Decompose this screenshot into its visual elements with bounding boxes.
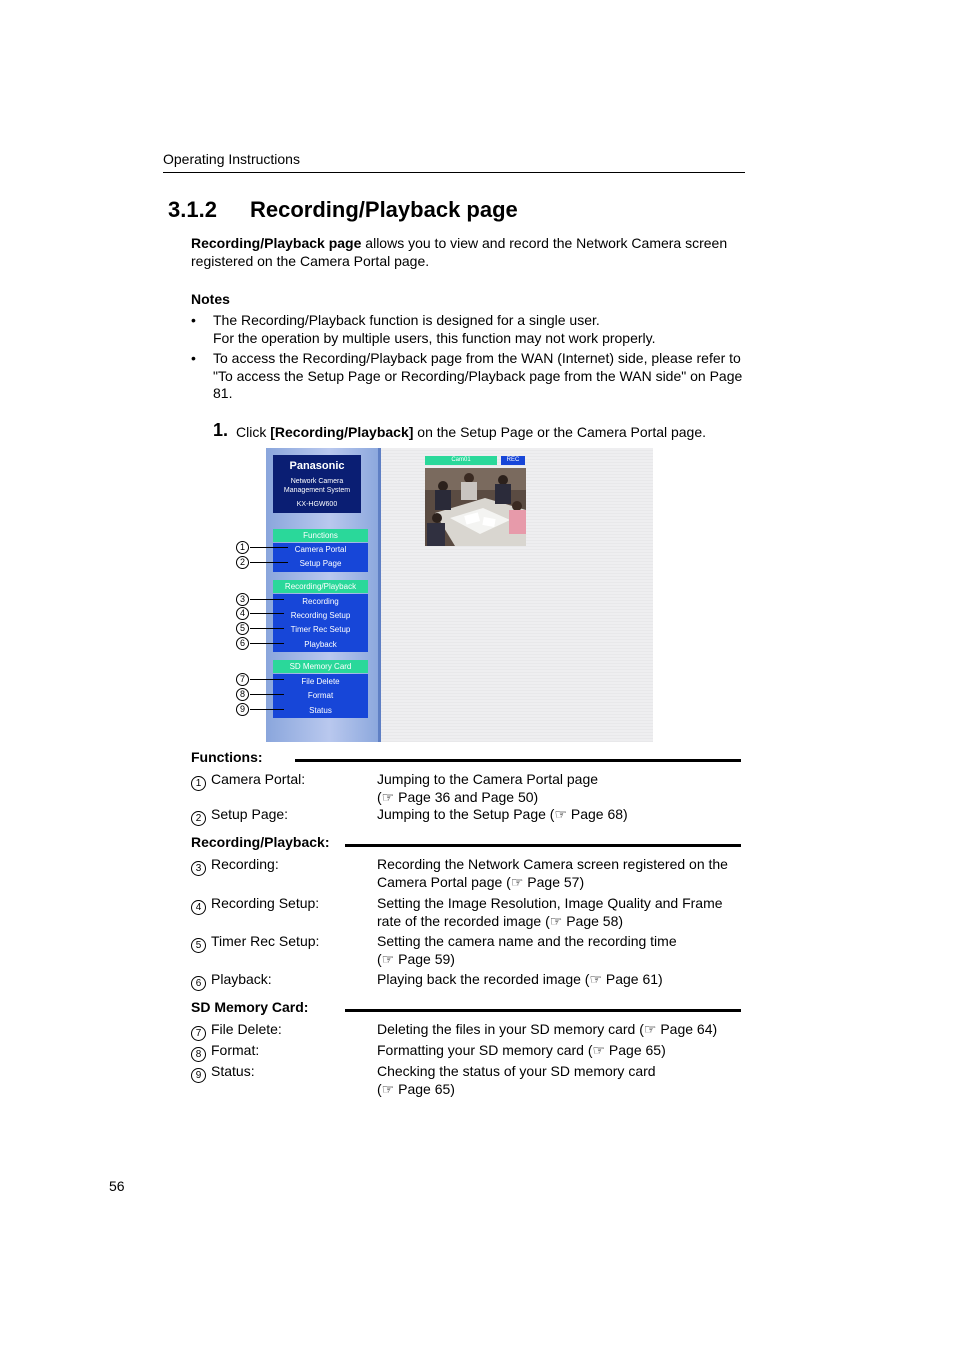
number-badge: 4 xyxy=(191,900,206,915)
nav-section-recording-playback: Recording/Playback xyxy=(273,580,368,593)
ui-screenshot xyxy=(266,448,653,742)
function-label xyxy=(191,856,279,876)
nav-sidebar xyxy=(266,448,381,742)
callout-line xyxy=(250,679,284,680)
function-label xyxy=(191,1042,259,1062)
callout-1: 1 xyxy=(236,541,249,554)
function-desc: Deleting the files in your SD memory card (☞ Page 64) xyxy=(377,1021,718,1037)
section-rule xyxy=(345,1009,741,1012)
step-bold: [Recording/Playback] xyxy=(270,424,414,440)
nav-item-format[interactable]: Format xyxy=(307,691,334,700)
step-number: 1. xyxy=(213,420,229,440)
label-text: File Delete: xyxy=(211,1021,282,1037)
callout-line xyxy=(250,643,284,644)
function-label xyxy=(191,933,319,953)
nav-item-file-delete[interactable]: File Delete xyxy=(301,677,340,686)
number-badge: 1 xyxy=(191,776,206,791)
callout-line xyxy=(250,694,284,695)
nav-item-recording-setup[interactable]: Recording Setup xyxy=(290,611,351,620)
function-label xyxy=(191,1021,282,1041)
number-badge: 9 xyxy=(191,1068,206,1083)
function-desc: Jumping to the Setup Page (☞ Page 68) xyxy=(377,806,628,822)
number-badge: 6 xyxy=(191,976,206,991)
function-desc: Recording the Network Camera screen registered on the Camera Portal page (☞ Page 57) xyxy=(377,856,728,890)
section-number: 3.1.2 xyxy=(168,197,217,222)
function-desc: Jumping to the Camera Portal page (☞ Page 36 and Page 50) xyxy=(377,771,599,805)
function-desc: Playing back the recorded image (☞ Page 61) xyxy=(377,971,663,987)
function-desc: Formatting your SD memory card (☞ Page 65) xyxy=(377,1042,666,1058)
callout-8: 8 xyxy=(236,688,249,701)
number-badge: 7 xyxy=(191,1026,206,1041)
nav-item-setup-page[interactable]: Setup Page xyxy=(299,559,342,568)
system-name-1: Network Camera xyxy=(290,478,344,485)
callout-6: 6 xyxy=(236,637,249,650)
intro-bold: Recording/Playback page xyxy=(191,235,362,251)
rec-button[interactable]: REC xyxy=(501,456,525,465)
number-badge: 5 xyxy=(191,938,206,953)
header-rule xyxy=(163,172,745,173)
recording-playback-heading: Recording/Playback: xyxy=(191,834,330,850)
callout-9: 9 xyxy=(236,703,249,716)
callout-line xyxy=(250,628,284,629)
bullet-icon: • xyxy=(191,350,196,366)
callout-line xyxy=(250,599,284,600)
callout-line xyxy=(250,613,284,614)
camera-view-area xyxy=(381,448,653,742)
callout-line xyxy=(250,709,284,710)
step-text xyxy=(236,424,706,440)
label-text: Recording: xyxy=(211,856,279,872)
function-label xyxy=(191,971,272,991)
nav-item-timer-rec-setup[interactable]: Timer Rec Setup xyxy=(290,625,351,634)
label-text: Setup Page: xyxy=(211,806,289,822)
intro-paragraph xyxy=(191,235,751,270)
label-text: Timer Rec Setup: xyxy=(211,933,320,949)
number-badge: 2 xyxy=(191,811,206,826)
system-name-2: Management System xyxy=(283,487,351,494)
callout-2: 2 xyxy=(236,556,249,569)
label-text: Status: xyxy=(211,1063,255,1079)
label-text: Playback: xyxy=(211,971,272,987)
camera-label[interactable]: Cam01 xyxy=(425,456,497,465)
note-text: To access the Recording/Playback page from the WAN (Internet) side, please refer to "To access the Setup Page or Recording/Playback page from the WAN side" on Page 81. xyxy=(213,350,743,401)
function-label xyxy=(191,806,288,826)
callout-7: 7 xyxy=(236,673,249,686)
function-label xyxy=(191,895,319,915)
running-header: Operating Instructions xyxy=(163,151,300,167)
step-pre: Click xyxy=(236,424,271,440)
number-badge: 8 xyxy=(191,1047,206,1062)
model-name: KX-HGW600 xyxy=(296,501,338,508)
note-item xyxy=(191,350,751,404)
function-desc: Checking the status of your SD memory card (☞ Page 65) xyxy=(377,1063,656,1097)
label-text: Camera Portal: xyxy=(211,771,306,787)
callout-line xyxy=(250,562,288,563)
bullet-icon: • xyxy=(191,312,196,328)
callout-3: 3 xyxy=(236,593,249,606)
callout-4: 4 xyxy=(236,607,249,620)
brand-name: Panasonic xyxy=(289,460,345,472)
callout-line xyxy=(250,547,288,548)
section-rule xyxy=(295,759,741,762)
intro-text: allows you to view and record the Network Camera screen registered on the Camera Portal page. xyxy=(191,235,728,269)
nav-section-functions: Functions xyxy=(273,529,368,542)
number-badge: 3 xyxy=(191,861,206,876)
functions-heading: Functions: xyxy=(191,749,263,765)
label-text: Recording Setup: xyxy=(211,895,320,911)
note-item xyxy=(191,312,751,348)
nav-item-camera-portal[interactable]: Camera Portal xyxy=(294,545,347,554)
notes-heading: Notes xyxy=(191,291,230,307)
label-text: Format: xyxy=(211,1042,260,1058)
step-post: on the Setup Page or the Camera Portal page. xyxy=(413,424,707,440)
camera-image xyxy=(425,468,526,546)
nav-item-playback[interactable]: Playback xyxy=(304,640,337,649)
function-label xyxy=(191,1063,255,1083)
section-title-text: Recording/Playback page xyxy=(250,197,518,222)
page-number: 56 xyxy=(109,1178,125,1194)
brand-logo xyxy=(273,455,361,513)
sd-memory-card-heading: SD Memory Card: xyxy=(191,999,309,1015)
nav-item-recording[interactable]: Recording xyxy=(302,597,339,606)
nav-section-sd-memory-card: SD Memory Card xyxy=(273,660,368,673)
nav-item-status[interactable]: Status xyxy=(309,706,332,715)
function-desc: Setting the camera name and the recording time (☞ Page 59) xyxy=(377,933,677,967)
section-title xyxy=(168,197,518,223)
section-rule xyxy=(345,844,741,847)
function-desc: Setting the Image Resolution, Image Quality and Frame rate of the recorded image (☞ Page 58) xyxy=(377,895,723,929)
callout-5: 5 xyxy=(236,622,249,635)
function-label xyxy=(191,771,305,791)
note-text: The Recording/Playback function is designed for a single user. For the operation by multiple users, this function may not work properly. xyxy=(213,312,656,346)
